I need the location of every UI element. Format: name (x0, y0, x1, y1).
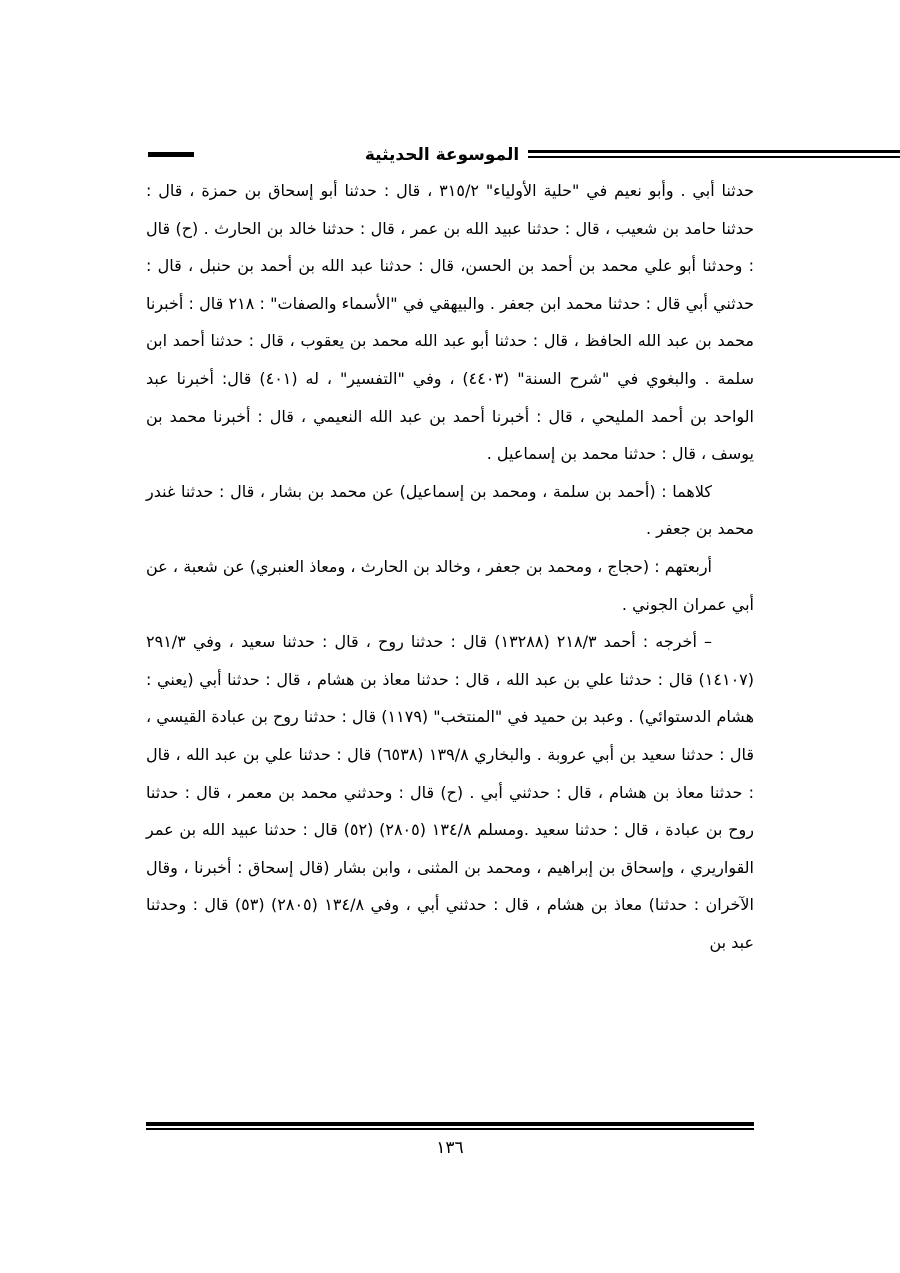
page-number: ١٣٦ (436, 1138, 464, 1158)
paragraph-both-of-them: كلاهما : (أحمد بن سلمة ، ومحمد بن إسماعيل) عن محمد بن بشار ، قال : حدثنا غندر محمد بن جعفر . (146, 481, 754, 539)
running-header-title: الموسوعة الحديثية (364, 145, 520, 165)
header-rule-short (148, 152, 194, 157)
page-body (146, 172, 754, 961)
paragraph-four-of-them: أربعتهم : (حجاج ، ومحمد بن جعفر ، وخالد بن الحارث ، ومعاذ العنبري) عن شعبة ، عن أبي عمران الجوني . (146, 556, 754, 614)
header-rule-long (528, 150, 900, 158)
paragraph-continuation: حدثنا أبي . وأبو نعيم في "حلية الأولياء" ٣١٥/٢ ، قال : حدثنا أبو إسحاق بن حمزة ، قال : حدثنا حامد بن شعيب ، قال : حدثنا عبيد الله بن عمر ، قال : حدثنا خالد بن الحارث . (ح) قال : وحدثنا أبو علي محمد بن أحمد بن الحسن، قال : حدثنا عبد الله بن أحمد بن حنبل ، قال : حدثني أبي قال : حدثنا محمد ابن جعفر . والبيهقي في "الأسماء والصفات" : ٢١٨ قال : أخبرنا محمد بن عبد الله الحافظ ، قال : حدثنا أبو عبد الله محمد بن يعقوب ، قال : حدثنا أحمد ابن سلمة . والبغوي في "شرح السنة" (٤٤٠٣) ، وفي "التفسير" ، له (٤٠١) قال: أخبرنا عبد الواحد بن أحمد المليحي ، قال : أخبرنا أحمد بن عبد الله النعيمي ، قال : أخبرنا محمد بن يوسف ، قال : حدثنا محمد بن إسماعيل . (146, 181, 754, 464)
paragraph-takhrij: – أخرجه : أحمد ٢١٨/٣ (١٣٢٨٨) قال : حدثنا روح ، قال : حدثنا سعيد ، وفي ٢٩١/٣ (١٤١٠٧) قال : حدثنا علي بن عبد الله ، قال : حدثنا معاذ بن هشام ، قال : حدثنا أبي (يعني : هشام الدستوائي) . وعبد بن حميد في "المنتخب" (١١٧٩) قال : حدثنا روح بن عبادة القيسي ، قال : حدثنا سعيد بن أبي عروبة . والبخاري ١٣٩/٨ (٦٥٣٨) قال : حدثنا علي بن عبد الله ، قال : حدثنا معاذ بن هشام ، قال : حدثني أبي . (ح) قال : وحدثني محمد بن معمر ، قال : حدثنا روح بن عبادة ، قال : حدثنا سعيد .ومسلم ١٣٤/٨ (٢٨٠٥) (٥٢) قال : حدثنا عبيد الله بن عمر القواريري ، وإسحاق بن إبراهيم ، ومحمد بن المثنى ، وابن بشار (قال إسحاق : أخبرنا ، وقال الآخران : حدثنا) معاذ بن هشام ، قال : حدثني أبي ، وفي ١٣٤/٨ (٢٨٠٥) (٥٣) قال : وحدثنا عبد بن (146, 632, 755, 952)
footer-rule (146, 1122, 754, 1130)
running-header (146, 140, 754, 170)
